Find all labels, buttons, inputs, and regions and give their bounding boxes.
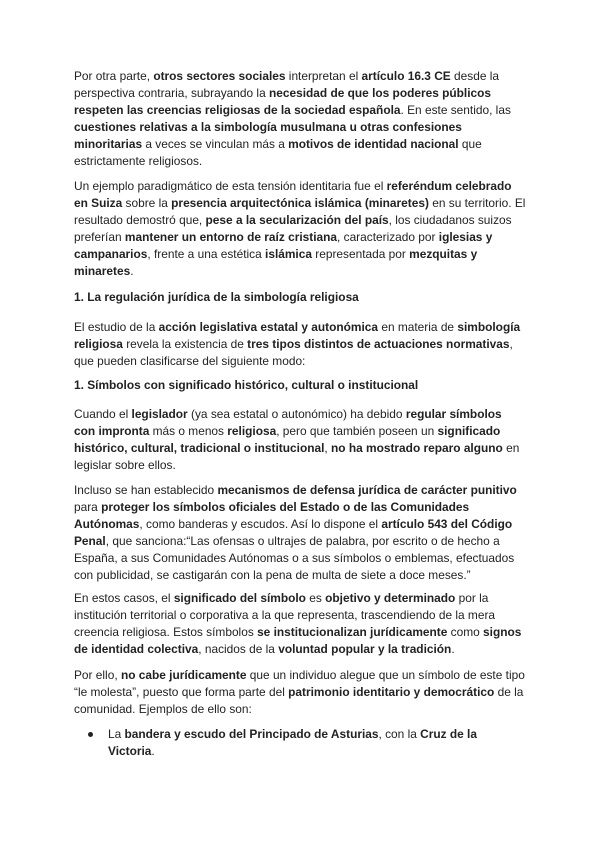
bold-text: signos de identidad colectiva	[74, 625, 522, 656]
text-run: en materia de	[378, 320, 458, 334]
bold-text: no ha mostrado reparo alguno	[331, 441, 503, 455]
paragraph-mecanismos-defensa	[74, 482, 526, 584]
bold-text: voluntad popular y la tradición	[278, 642, 452, 656]
bold-text: motivos de identidad nacional	[288, 137, 459, 151]
bold-text: simbología religiosa	[74, 320, 521, 351]
section-heading-regulacion	[74, 289, 526, 306]
text-run: Por otra parte,	[74, 69, 154, 83]
text-run: , que sanciona:“Las ofensas o ultrajes de palabra, por escrito o de hecho a España, a sus Comunidades Autónomas o a sus símbolos o emblemas, efectuados con publicidad, se castigarán con la pena de multa de siete a doce meses.”	[74, 534, 515, 582]
list-item	[74, 726, 526, 760]
bold-text: 1. La regulación jurídica de la simbología religiosa	[74, 290, 359, 304]
bold-text: tres tipos distintos de actuaciones normativas	[247, 337, 510, 351]
bold-text: acción legislativa estatal y autonómica	[158, 320, 379, 334]
paragraph-legislador	[74, 406, 526, 474]
paragraph-referendum-suiza	[74, 178, 526, 280]
text-run: de la comunidad. Ejemplos de ello son:	[74, 685, 524, 716]
text-run: .	[151, 744, 155, 758]
text-run: En estos casos, el	[74, 591, 174, 605]
bold-text: legislador	[131, 407, 188, 421]
paragraph-significado-simbolo	[74, 590, 526, 658]
bold-text: objetivo y determinado	[325, 591, 456, 605]
text-run: , pero que también poseen un	[276, 424, 438, 438]
text-run: por la institución territorial o corporativa a la que representa, trascendiendo de la mera creencia religiosa. Estos símbolos	[74, 591, 496, 639]
bold-text: se institucionalizan jurídicamente	[257, 625, 448, 639]
text-run: en su territorio. El resultado demostró que,	[74, 196, 526, 227]
text-run: desde la perspectiva contraria, subrayando la	[74, 69, 499, 100]
text-run: es	[305, 591, 326, 605]
text-run: La	[108, 727, 125, 741]
bold-text: 1. Símbolos con significado histórico, cultural o institucional	[74, 378, 419, 392]
text-run: . En este sentido, las	[400, 103, 511, 117]
subsection-heading-simbolos	[74, 377, 526, 394]
text-run: (ya sea estatal o autonómico) ha debido	[187, 407, 406, 421]
text-run: revela la existencia de	[122, 337, 248, 351]
text-run: , nacidos de la	[198, 642, 279, 656]
bold-text: artículo 543 del Código Penal	[74, 517, 513, 548]
text-run: , frente a una estética	[147, 247, 266, 261]
bullet-dot-icon	[88, 732, 93, 737]
bold-text: proteger los símbolos oficiales del Estado o de las Comunidades Autónomas	[74, 500, 470, 531]
text-run: en legislar sobre ellos.	[74, 441, 520, 472]
examples-list	[74, 726, 526, 760]
bold-text: pese a la secularización del país	[205, 213, 389, 227]
text-run: , caracterizado por	[337, 230, 439, 244]
text-run: para	[74, 500, 102, 514]
bold-text: mantener un entorno de raíz cristiana	[124, 230, 338, 244]
text-run: .	[130, 264, 134, 278]
text-run: , los ciudadanos suizos preferían	[74, 213, 512, 244]
text-run: .	[451, 642, 455, 656]
text-run: , como banderas y escudos. Así lo dispone el	[139, 517, 382, 531]
text-run: El estudio de la	[74, 320, 159, 334]
bold-text: regular símbolos con impronta	[74, 407, 502, 438]
text-run: que estrictamente religiosos.	[74, 137, 482, 168]
bold-text: otros sectores sociales	[153, 69, 286, 83]
bold-text: islámica	[265, 247, 312, 261]
bold-text: referéndum celebrado en Suiza	[74, 179, 512, 210]
bold-text: Cruz de la Victoria	[108, 727, 477, 758]
text-run: , con la	[378, 727, 421, 741]
text-run: , que pueden clasificarse del siguiente modo:	[74, 337, 513, 368]
bold-text: religiosa	[227, 424, 277, 438]
bold-text: presencia arquitectónica islámica (minaretes)	[171, 196, 429, 210]
text-run: a veces se vinculan más a	[142, 137, 289, 151]
paragraph-estudio-accion-legislativa	[74, 319, 526, 370]
bold-text: mezquitas y minaretes	[74, 247, 478, 278]
bold-text: no cabe jurídicamente	[120, 668, 247, 682]
paragraph-no-cabe	[74, 667, 526, 718]
bold-text: mecanismos de defensa jurídica de carácter punitivo	[217, 483, 517, 497]
bold-text: patrimonio identitario y democrático	[288, 685, 495, 699]
list-item-text	[108, 727, 477, 758]
text-run: sobre la	[122, 196, 172, 210]
bold-text: cuestiones relativas a la simbología musulmana u otras confesiones minoritarias	[74, 120, 462, 151]
bold-text: significado histórico, cultural, tradicional o institucional	[74, 424, 501, 455]
bold-text: iglesias y campanarios	[74, 230, 493, 261]
text-run: Incluso se han establecido	[74, 483, 218, 497]
text-run: más o menos	[149, 424, 228, 438]
text-run: Cuando el	[74, 407, 132, 421]
bold-text: significado del símbolo	[173, 591, 306, 605]
text-run: como	[447, 625, 484, 639]
text-run: interpretan el	[285, 69, 362, 83]
bold-text: necesidad de que los poderes públicos respeten las creencias religiosas de la sociedad española	[74, 86, 491, 117]
text-run: Un ejemplo paradigmático de esta tensión identitaria fue el	[74, 179, 387, 193]
text-run: que un individuo alegue que un símbolo de este tipo “le molesta”, puesto que forma parte del	[74, 668, 525, 699]
paragraph-otros-sectores	[74, 68, 526, 170]
bold-text: bandera y escudo del Principado de Asturias	[124, 727, 379, 741]
text-run: representada por	[311, 247, 410, 261]
text-run: ,	[324, 441, 332, 455]
text-run: Por ello,	[74, 668, 121, 682]
bold-text: artículo 16.3 CE	[361, 69, 451, 83]
